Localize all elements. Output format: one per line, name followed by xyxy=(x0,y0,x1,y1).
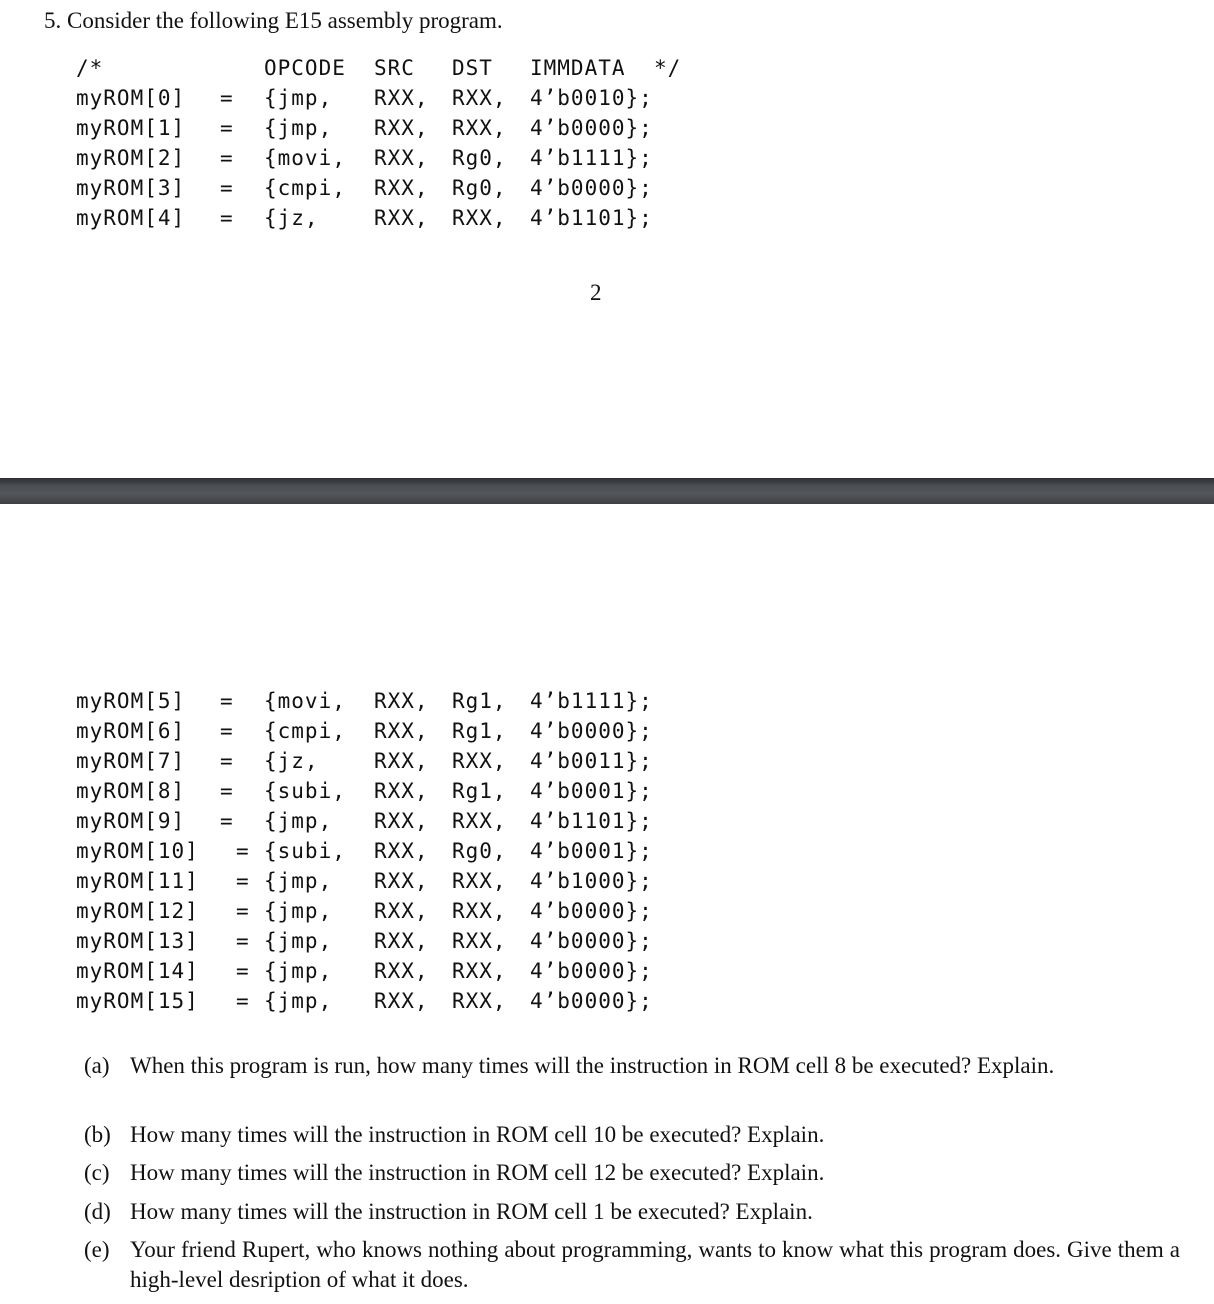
question-label: (d) xyxy=(84,1199,111,1224)
rom-dst: RXX, xyxy=(452,989,507,1013)
rom-name: myROM[0] xyxy=(76,86,186,110)
rom-eq: = xyxy=(220,719,234,743)
rom-src: RXX, xyxy=(374,86,429,110)
rom-op: {jmp, xyxy=(264,116,333,140)
question-item xyxy=(84,1158,1180,1188)
rom-eq: = xyxy=(220,116,234,140)
question-item xyxy=(84,1235,1180,1295)
rom-name: myROM[12] xyxy=(76,899,199,923)
rom-src: RXX, xyxy=(374,719,429,743)
header-src: SRC xyxy=(374,56,415,80)
rom-eq: = xyxy=(236,839,250,863)
question-text: How many times will the instruction in ROM cell 10 be executed? Explain. xyxy=(130,1122,825,1147)
page-number: 2 xyxy=(590,280,602,305)
problem-title xyxy=(44,6,503,36)
rom-name: myROM[11] xyxy=(76,869,199,893)
rom-dst: RXX, xyxy=(452,959,507,983)
rom-name: myROM[1] xyxy=(76,116,186,140)
rom-src: RXX, xyxy=(374,116,429,140)
rom-src: RXX, xyxy=(374,176,429,200)
rom-eq: = xyxy=(220,779,234,803)
rom-dst: RXX, xyxy=(452,809,507,833)
rom-imm: 4’b0000}; xyxy=(530,959,653,983)
rom-src: RXX, xyxy=(374,749,429,773)
rom-op: {jz, xyxy=(264,206,319,230)
rom-dst: Rg1, xyxy=(452,779,507,803)
rom-dst: RXX, xyxy=(452,869,507,893)
rom-imm: 4’b0011}; xyxy=(530,749,653,773)
rom-dst: Rg0, xyxy=(452,146,507,170)
question-text: When this program is run, how many times will the instruction in ROM cell 8 be executed? Explain. xyxy=(130,1053,1055,1078)
rom-op: {subi, xyxy=(264,839,346,863)
rom-imm: 4’b0000}; xyxy=(530,929,653,953)
question-label: (c) xyxy=(84,1160,110,1185)
rom-eq: = xyxy=(236,959,250,983)
rom-src: RXX, xyxy=(374,929,429,953)
rom-src: RXX, xyxy=(374,809,429,833)
rom-name: myROM[4] xyxy=(76,206,186,230)
rom-op: {jz, xyxy=(264,749,319,773)
rom-dst: RXX, xyxy=(452,206,507,230)
rom-op: {cmpi, xyxy=(264,719,346,743)
comment-open: /* xyxy=(76,56,104,80)
rom-op: {movi, xyxy=(264,689,346,713)
rom-dst: Rg0, xyxy=(452,839,507,863)
problem-text: Consider the following E15 assembly program. xyxy=(67,8,503,33)
rom-dst: RXX, xyxy=(452,749,507,773)
rom-eq: = xyxy=(236,869,250,893)
rom-dst: Rg1, xyxy=(452,689,507,713)
rom-imm: 4’b0001}; xyxy=(530,839,653,863)
rom-eq: = xyxy=(236,929,250,953)
rom-op: {jmp, xyxy=(264,899,333,923)
question-text: How many times will the instruction in ROM cell 1 be executed? Explain. xyxy=(130,1199,813,1224)
rom-src: RXX, xyxy=(374,779,429,803)
rom-imm: 4’b1101}; xyxy=(530,809,653,833)
question-item xyxy=(84,1197,1180,1227)
rom-op: {jmp, xyxy=(264,929,333,953)
rom-name: myROM[9] xyxy=(76,809,186,833)
rom-name: myROM[3] xyxy=(76,176,186,200)
header-dst: DST xyxy=(452,56,493,80)
rom-name: myROM[15] xyxy=(76,989,199,1013)
rom-src: RXX, xyxy=(374,206,429,230)
rom-eq: = xyxy=(220,176,234,200)
comment-close: */ xyxy=(654,56,682,80)
rom-imm: 4’b0000}; xyxy=(530,719,653,743)
question-text: Your friend Rupert, who knows nothing about programming, wants to know what this program does. Give them a high-level desription of what it does. xyxy=(130,1237,1180,1292)
rom-op: {jmp, xyxy=(264,869,333,893)
rom-dst: RXX, xyxy=(452,929,507,953)
question-text: How many times will the instruction in ROM cell 12 be executed? Explain. xyxy=(130,1160,825,1185)
problem-number: 5. xyxy=(44,8,62,33)
question-label: (a) xyxy=(84,1053,110,1078)
rom-op: {jmp, xyxy=(264,959,333,983)
rom-dst: Rg1, xyxy=(452,719,507,743)
rom-name: myROM[7] xyxy=(76,749,186,773)
rom-name: myROM[5] xyxy=(76,689,186,713)
rom-name: myROM[2] xyxy=(76,146,186,170)
rom-imm: 4’b0001}; xyxy=(530,779,653,803)
rom-eq: = xyxy=(236,989,250,1013)
page-separator xyxy=(0,478,1214,504)
rom-op: {jmp, xyxy=(264,809,333,833)
rom-imm: 4’b0010}; xyxy=(530,86,653,110)
rom-eq: = xyxy=(220,86,234,110)
rom-src: RXX, xyxy=(374,869,429,893)
rom-src: RXX, xyxy=(374,146,429,170)
question-label: (e) xyxy=(84,1237,110,1262)
rom-imm: 4’b1101}; xyxy=(530,206,653,230)
rom-imm: 4’b0000}; xyxy=(530,176,653,200)
rom-op: {cmpi, xyxy=(264,176,346,200)
rom-name: myROM[10] xyxy=(76,839,199,863)
rom-dst: RXX, xyxy=(452,86,507,110)
rom-op: {jmp, xyxy=(264,86,333,110)
rom-imm: 4’b1111}; xyxy=(530,689,653,713)
rom-src: RXX, xyxy=(374,899,429,923)
rom-eq: = xyxy=(220,206,234,230)
question-item xyxy=(84,1120,1180,1150)
header-imm: IMMDATA xyxy=(530,56,626,80)
rom-imm: 4’b1000}; xyxy=(530,869,653,893)
rom-imm: 4’b0000}; xyxy=(530,899,653,923)
rom-name: myROM[14] xyxy=(76,959,199,983)
rom-src: RXX, xyxy=(374,989,429,1013)
rom-dst: RXX, xyxy=(452,899,507,923)
rom-name: myROM[8] xyxy=(76,779,186,803)
rom-src: RXX, xyxy=(374,689,429,713)
rom-dst: Rg0, xyxy=(452,176,507,200)
rom-src: RXX, xyxy=(374,839,429,863)
question-label: (b) xyxy=(84,1122,111,1147)
rom-op: {jmp, xyxy=(264,989,333,1013)
rom-dst: RXX, xyxy=(452,116,507,140)
rom-op: {movi, xyxy=(264,146,346,170)
header-opcode: OPCODE xyxy=(264,56,346,80)
rom-imm: 4’b0000}; xyxy=(530,989,653,1013)
rom-eq: = xyxy=(220,689,234,713)
rom-name: myROM[13] xyxy=(76,929,199,953)
rom-src: RXX, xyxy=(374,959,429,983)
rom-eq: = xyxy=(236,899,250,923)
question-item xyxy=(84,1051,1180,1081)
rom-eq: = xyxy=(220,749,234,773)
rom-imm: 4’b1111}; xyxy=(530,146,653,170)
rom-eq: = xyxy=(220,809,234,833)
rom-name: myROM[6] xyxy=(76,719,186,743)
rom-eq: = xyxy=(220,146,234,170)
rom-imm: 4’b0000}; xyxy=(530,116,653,140)
rom-op: {subi, xyxy=(264,779,346,803)
